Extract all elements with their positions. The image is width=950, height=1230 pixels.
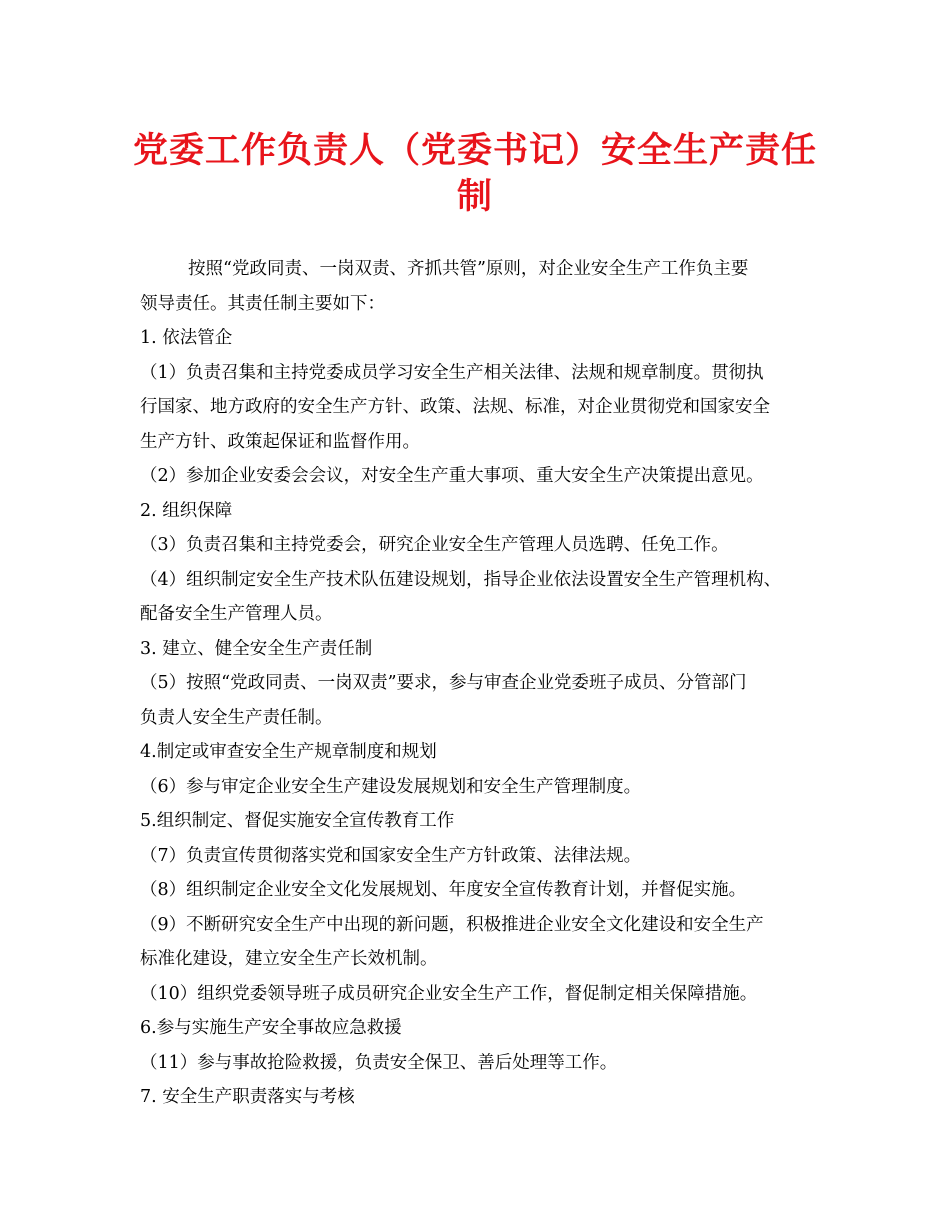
clause-line: （8）组织制定企业安全文化发展规划、年度安全宣传教育计划，并督促实施。 xyxy=(140,880,747,900)
title-line-1: 党委工作负责人（党委书记）安全生产责任 xyxy=(132,130,817,171)
clause-line: （3）负责召集和主持党委会，研究企业安全生产管理人员选聘、任免工作。 xyxy=(140,535,729,555)
clause-line: 生产方针、政策起保证和监督作用。 xyxy=(140,431,420,452)
clause-line: （5）按照“党政同责、一岗双责”要求，参与审查企业党委班子成员、分管部门 xyxy=(140,673,747,693)
title-line-2: 制 xyxy=(456,176,493,217)
clause-line: 负责人安全生产责任制。 xyxy=(140,707,333,728)
section-heading: 4.制定或审查安全生产规章制度和规划 xyxy=(140,742,437,762)
section-heading: 5.组织制定、督促实施安全宣传教育工作 xyxy=(140,811,455,831)
section-heading: 2. 组织保障 xyxy=(140,500,233,521)
clause-line: 行国家、地方政府的安全生产方针、政策、法规、标准，对企业贯彻党和国家安全 xyxy=(140,397,770,417)
section-heading: 7. 安全生产职责落实与考核 xyxy=(140,1087,355,1107)
intro-paragraph-line: 按照“党政同责、一岗双责、齐抓共管”原则，对企业安全生产工作负主要 xyxy=(188,259,749,279)
intro-paragraph-line: 领导责任。其责任制主要如下： xyxy=(140,293,385,314)
document-title xyxy=(130,128,820,220)
clause-line: （2）参加企业安委会会议，对安全生产重大事项、重大安全生产决策提出意见。 xyxy=(140,466,764,486)
clause-line: （6）参与审定企业安全生产建设发展规划和安全生产管理制度。 xyxy=(140,776,642,797)
document-body xyxy=(140,252,830,1115)
section-heading: 1. 依法管企 xyxy=(140,328,233,348)
clause-line: （4）组织制定安全生产技术队伍建设规划，指导企业依法设置安全生产管理机构、 xyxy=(140,569,782,590)
clause-line: （9）不断研究安全生产中出现的新问题，积极推进企业安全文化建设和安全生产 xyxy=(140,914,764,935)
clause-line: （1）负责召集和主持党委成员学习安全生产相关法律、法规和规章制度。贯彻执 xyxy=(140,362,764,383)
clause-line: 配备安全生产管理人员。 xyxy=(140,604,333,624)
section-heading: 6.参与实施生产安全事故应急救援 xyxy=(140,1018,402,1038)
clause-line: （7）负责宣传贯彻落实党和国家安全生产方针政策、法律法规。 xyxy=(140,845,642,866)
section-heading: 3. 建立、健全安全生产责任制 xyxy=(140,638,373,659)
clause-line: 标准化建设，建立安全生产长效机制。 xyxy=(140,949,438,969)
clause-line: （10）组织党委领导班子成员研究企业安全生产工作，督促制定相关保障措施。 xyxy=(140,983,758,1004)
clause-line: （11）参与事故抢险救援，负责安全保卫、善后处理等工作。 xyxy=(140,1052,618,1073)
